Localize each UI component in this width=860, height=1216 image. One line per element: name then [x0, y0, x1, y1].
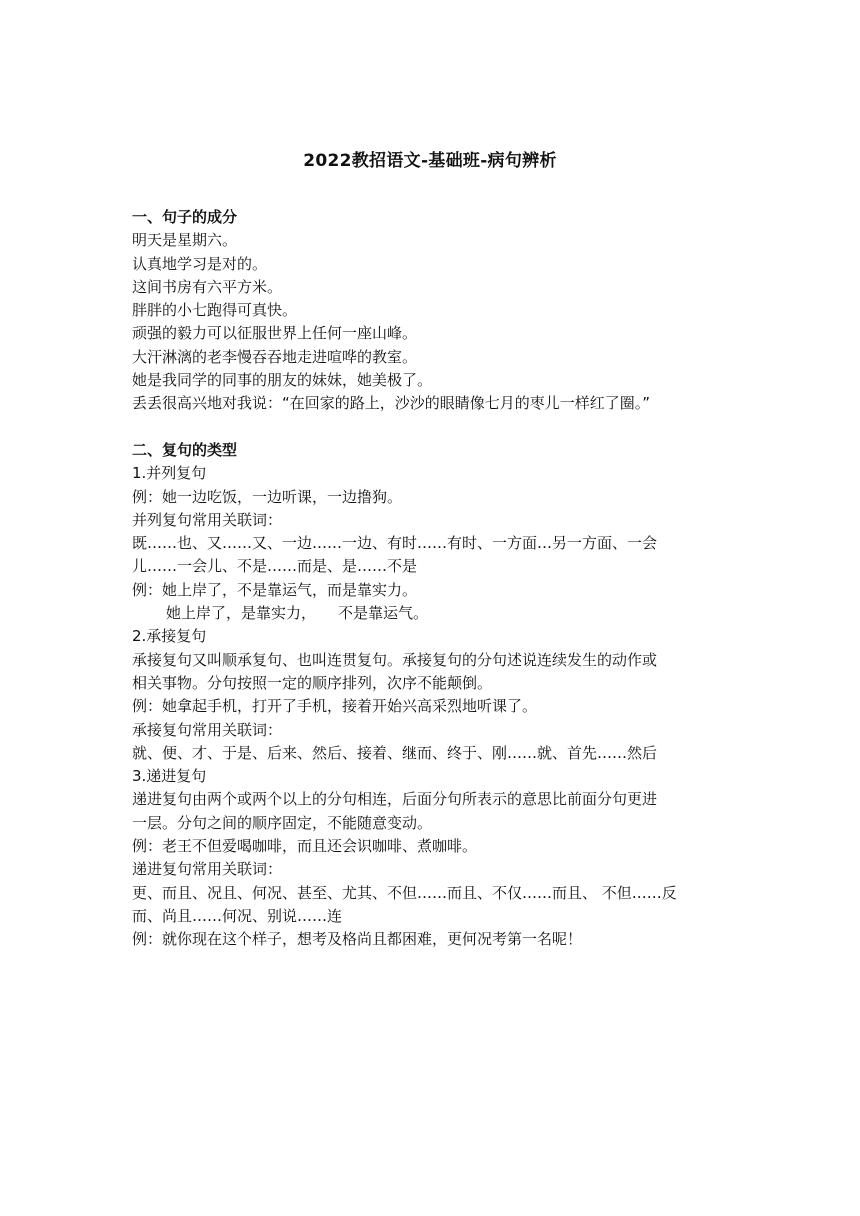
sentence-example: 胖胖的小七跑得可真快。: [132, 301, 298, 320]
subsection-title-parallel: 1.并列复句: [132, 464, 207, 483]
parallel-example-3: [132, 602, 732, 625]
parallel-connectives-line: 既……也、又……又、一边……一边、有时……有时、一方面…另一方面、一会: [132, 534, 658, 553]
sequential-connectives-line: 就、便、才、于是、后来、然后、接着、继而、终于、刚……就、首先……然后: [132, 743, 658, 762]
sentence-example: 认真地学习是对的。: [132, 254, 268, 273]
progressive-description: 一层。分句之间的顺序固定，不能随意变动。: [132, 813, 433, 832]
section-heading-compound-types: 二、复句的类型: [132, 440, 238, 459]
progressive-description: 递进复句由两个或两个以上的分句相连，后面分句所表示的意思比前面分句更进: [132, 790, 658, 809]
sentence-example: 明天是星期六。: [132, 231, 238, 250]
document-title: 2022教招语文-基础班-病句辨析: [303, 151, 557, 171]
sentence-example: 丢丢很高兴地对我说：“在回家的路上，沙沙的眼睛像七月的枣儿一样红了圈。”: [132, 394, 651, 413]
sentence-example: 顽强的毅力可以征服世界上任何一座山峰。: [132, 324, 418, 343]
progressive-example-2: 例：就你现在这个样子，想考及格尚且都困难，更何况考第一名呢！: [132, 930, 583, 949]
progressive-example: 例：老王不但爱喝咖啡，而且还会识咖啡、煮咖啡。: [132, 837, 478, 856]
parallel-example-3-part-a: 她上岸了，是靠实力，: [166, 604, 317, 623]
parallel-example: 例：她一边吃饭，一边听课，一边撸狗。: [132, 487, 403, 506]
sentence-example: 大汗淋漓的老李慢吞吞地走进喧哗的教室。: [132, 347, 418, 366]
progressive-connectives-line: 更、而且、况且、何况、甚至、尤其、不但……而且、不仅……而且、 不但……反: [132, 883, 677, 902]
sequential-connectives-label: 承接复句常用关联词：: [132, 720, 283, 739]
sentence-example: 她是我同学的同事的朋友的妹妹，她美极了。: [132, 371, 433, 390]
parallel-example-2: 例：她上岸了，不是靠运气，而是靠实力。: [132, 580, 418, 599]
sequential-description: 相关事物。分句按照一定的顺序排列，次序不能颠倒。: [132, 673, 493, 692]
sequential-description: 承接复句又叫顺承复句、也叫连贯复句。承接复句的分句述说连续发生的动作或: [132, 650, 658, 669]
document-body: [132, 206, 732, 952]
sentence-example: 这间书房有六平方米。: [132, 277, 283, 296]
section-heading-sentence-components: 一、句子的成分: [132, 208, 238, 226]
subsection-title-progressive: 3.递进复句: [132, 767, 207, 786]
parallel-connectives-line: 儿……一会儿、不是……而是、是……不是: [132, 557, 418, 576]
subsection-title-sequential: 2.承接复句: [132, 627, 207, 646]
sequential-example: 例：她拿起手机，打开了手机，接着开始兴高采烈地听课了。: [132, 697, 538, 716]
progressive-connectives-line: 而、尚且……何况、别说……连: [132, 906, 343, 925]
parallel-connectives-label: 并列复句常用关联词：: [132, 510, 283, 529]
progressive-connectives-label: 递进复句常用关联词：: [132, 860, 283, 879]
section-gap: [132, 416, 732, 439]
parallel-example-3-part-b: 不是靠运气。: [338, 604, 429, 623]
